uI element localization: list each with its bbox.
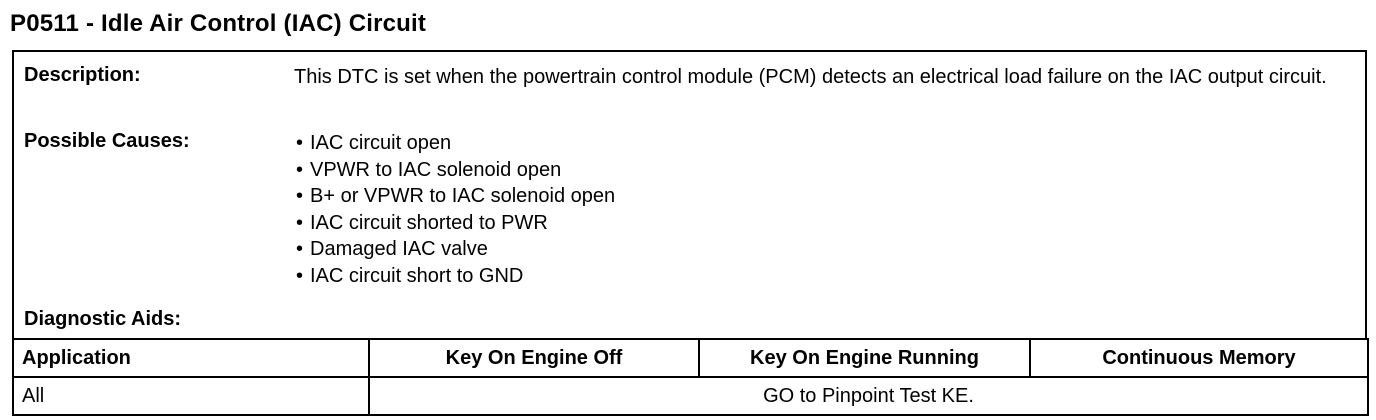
column-header-key-on-engine-running: Key On Engine Running: [699, 339, 1030, 377]
list-item: [294, 183, 615, 210]
application-table: [12, 338, 1369, 416]
list-item: [294, 157, 615, 184]
pinpoint-test-cell: GO to Pinpoint Test KE.: [369, 377, 1368, 415]
bullet-icon: •: [296, 132, 304, 154]
page-title: P0511 - Idle Air Control (IAC) Circuit: [10, 10, 427, 37]
cause-text: IAC circuit open: [310, 132, 452, 154]
diagnostic-aids-label: Diagnostic Aids:: [24, 308, 182, 330]
list-item: [294, 210, 615, 237]
column-header-continuous-memory: Continuous Memory: [1030, 339, 1368, 377]
column-header-key-on-engine-off: Key On Engine Off: [369, 339, 699, 377]
column-header-application: Application: [13, 339, 369, 377]
possible-causes-label: Possible Causes:: [24, 130, 190, 152]
table-header-row: [13, 339, 1368, 377]
list-item: [294, 236, 615, 263]
bullet-icon: •: [296, 238, 304, 260]
bullet-icon: •: [296, 264, 304, 287]
bullet-icon: •: [296, 158, 304, 181]
bullet-icon: •: [296, 211, 304, 234]
list-item: [294, 130, 615, 157]
list-item: [294, 263, 615, 290]
table-row: [13, 377, 1368, 415]
cause-text: VPWR to IAC solenoid open: [310, 158, 562, 181]
cause-text: IAC circuit shorted to PWR: [310, 211, 548, 234]
possible-causes-list: [294, 130, 615, 289]
application-cell: All: [13, 377, 369, 415]
cause-text: Damaged IAC valve: [310, 238, 488, 260]
description-label: Description:: [24, 64, 141, 86]
cause-text: B+ or VPWR to IAC solenoid open: [310, 185, 616, 207]
bullet-icon: •: [296, 185, 304, 207]
dtc-info-box: [12, 50, 1367, 340]
description-text: This DTC is set when the powertrain control module (PCM) detects an electrical load failure on the IAC output circuit.: [294, 66, 1327, 88]
cause-text: IAC circuit short to GND: [310, 264, 524, 287]
